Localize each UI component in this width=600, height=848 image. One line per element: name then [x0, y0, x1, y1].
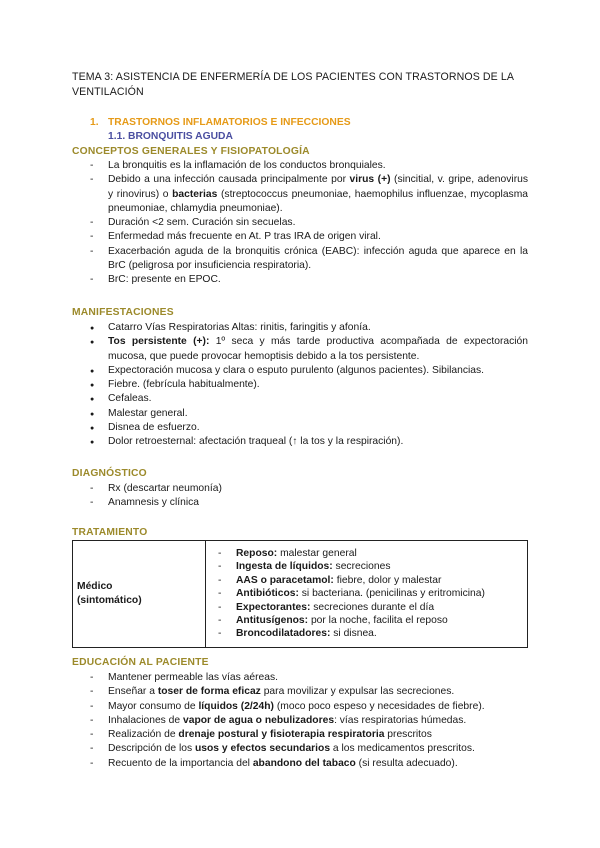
list-item: - Ingesta de líquidos: secreciones	[206, 560, 523, 573]
list-item: - Antitusígenos: por la noche, facilita el reposo	[206, 614, 523, 627]
list-item: - BrC: presente en EPOC.	[90, 273, 528, 287]
table-row	[73, 541, 528, 648]
list-item: - Antibióticos: si bacteriana. (penicilinas y eritromicina)	[206, 587, 523, 600]
list-item: - Recuento de la importancia del abandono del tabaco (si resulta adecuado).	[90, 757, 528, 771]
list-item: - Realización de drenaje postural y fisioterapia respiratoria prescritos	[90, 728, 528, 742]
list-item: - La bronquitis es la inflamación de los conductos bronquiales.	[90, 159, 528, 173]
section-heading	[90, 116, 351, 130]
treatment-table	[72, 540, 528, 648]
manifestaciones-list	[90, 321, 528, 450]
list-item: ● Catarro Vías Respiratorias Altas: rinitis, faringitis y afonía.	[90, 321, 528, 335]
conceptos-heading: CONCEPTOS GENERALES Y FISIOPATOLOGÍA	[72, 146, 310, 157]
list-item: - Reposo: malestar general	[206, 547, 523, 560]
list-item: - Descripción de los usos y efectos secundarios a los medicamentos prescritos.	[90, 742, 528, 756]
list-item: ● Tos persistente (+): 1º seca y más tarde productiva acompañada de expectoración mucosa, que puede provocar hemoptisis debido a la tos persistente.	[90, 335, 528, 364]
list-item: ● Dolor retroesternal: afectación traqueal (↑ la tos y la respiración).	[90, 435, 528, 449]
subsection-heading: 1.1. BRONQUITIS AGUDA	[108, 131, 233, 142]
list-item: ● Cefaleas.	[90, 392, 528, 406]
list-item: ● Disnea de esfuerzo.	[90, 421, 528, 435]
list-item: - Rx (descartar neumonía)	[90, 482, 528, 496]
list-item: - Enfermedad más frecuente en At. P tras IRA de origen viral.	[90, 230, 528, 244]
list-item: - Anamnesis y clínica	[90, 496, 528, 510]
diagnostico-list	[90, 482, 528, 511]
diagnostico-heading: DIAGNÓSTICO	[72, 468, 147, 479]
list-item: - Mantener permeable las vías aéreas.	[90, 671, 528, 685]
list-item: - Mayor consumo de líquidos (2/24h) (moco poco espeso y necesidades de fiebre).	[90, 700, 528, 714]
educacion-heading: EDUCACIÓN AL PACIENTE	[72, 657, 209, 668]
treatment-items-cell	[206, 541, 528, 648]
list-item: - AAS o paracetamol: fiebre, dolor y malestar	[206, 574, 523, 587]
list-item: - Exacerbación aguda de la bronquitis crónica (EABC): infección aguda que aparece en la BrC (peligrosa por insuficiencia respiratoria).	[90, 245, 528, 274]
list-item: - Enseñar a toser de forma eficaz para movilizar y expulsar las secreciones.	[90, 685, 528, 699]
manifestaciones-heading: MANIFESTACIONES	[72, 307, 174, 318]
list-item: - Expectorantes: secreciones durante el día	[206, 601, 523, 614]
list-item: - Debido a una infección causada principalmente por virus (+) (sincitial, v. gripe, adenovirus y rinovirus) o bacterias (streptococcus pneumoniae, haemophilus influenzae, mycoplasma pneumoniae, chlamydia pneumoniae).	[90, 173, 528, 216]
section-label: TRASTORNOS INFLAMATORIOS E INFECCIONES	[108, 117, 351, 128]
conceptos-list	[90, 159, 528, 288]
treatment-list	[206, 547, 523, 641]
list-item: - Duración <2 sem. Curación sin secuelas.	[90, 216, 528, 230]
tratamiento-heading: TRATAMIENTO	[72, 527, 148, 538]
document-title: TEMA 3: ASISTENCIA DE ENFERMERÍA DE LOS PACIENTES CON TRASTORNOS DE LA VENTILACIÓN	[72, 71, 514, 98]
educacion-list	[90, 671, 528, 771]
list-item: ● Expectoración mucosa y clara o esputo purulento (algunos pacientes). Sibilancias.	[90, 364, 528, 378]
list-item: ● Malestar general.	[90, 407, 528, 421]
list-item: - Inhalaciones de vapor de agua o nebulizadores: vías respiratorias húmedas.	[90, 714, 528, 728]
list-item: - Broncodilatadores: si disnea.	[206, 627, 523, 640]
list-item: ● Fiebre. (febrícula habitualmente).	[90, 378, 528, 392]
section-number: 1.	[90, 117, 99, 128]
treatment-type-cell: Médico (sintomático)	[73, 541, 206, 648]
